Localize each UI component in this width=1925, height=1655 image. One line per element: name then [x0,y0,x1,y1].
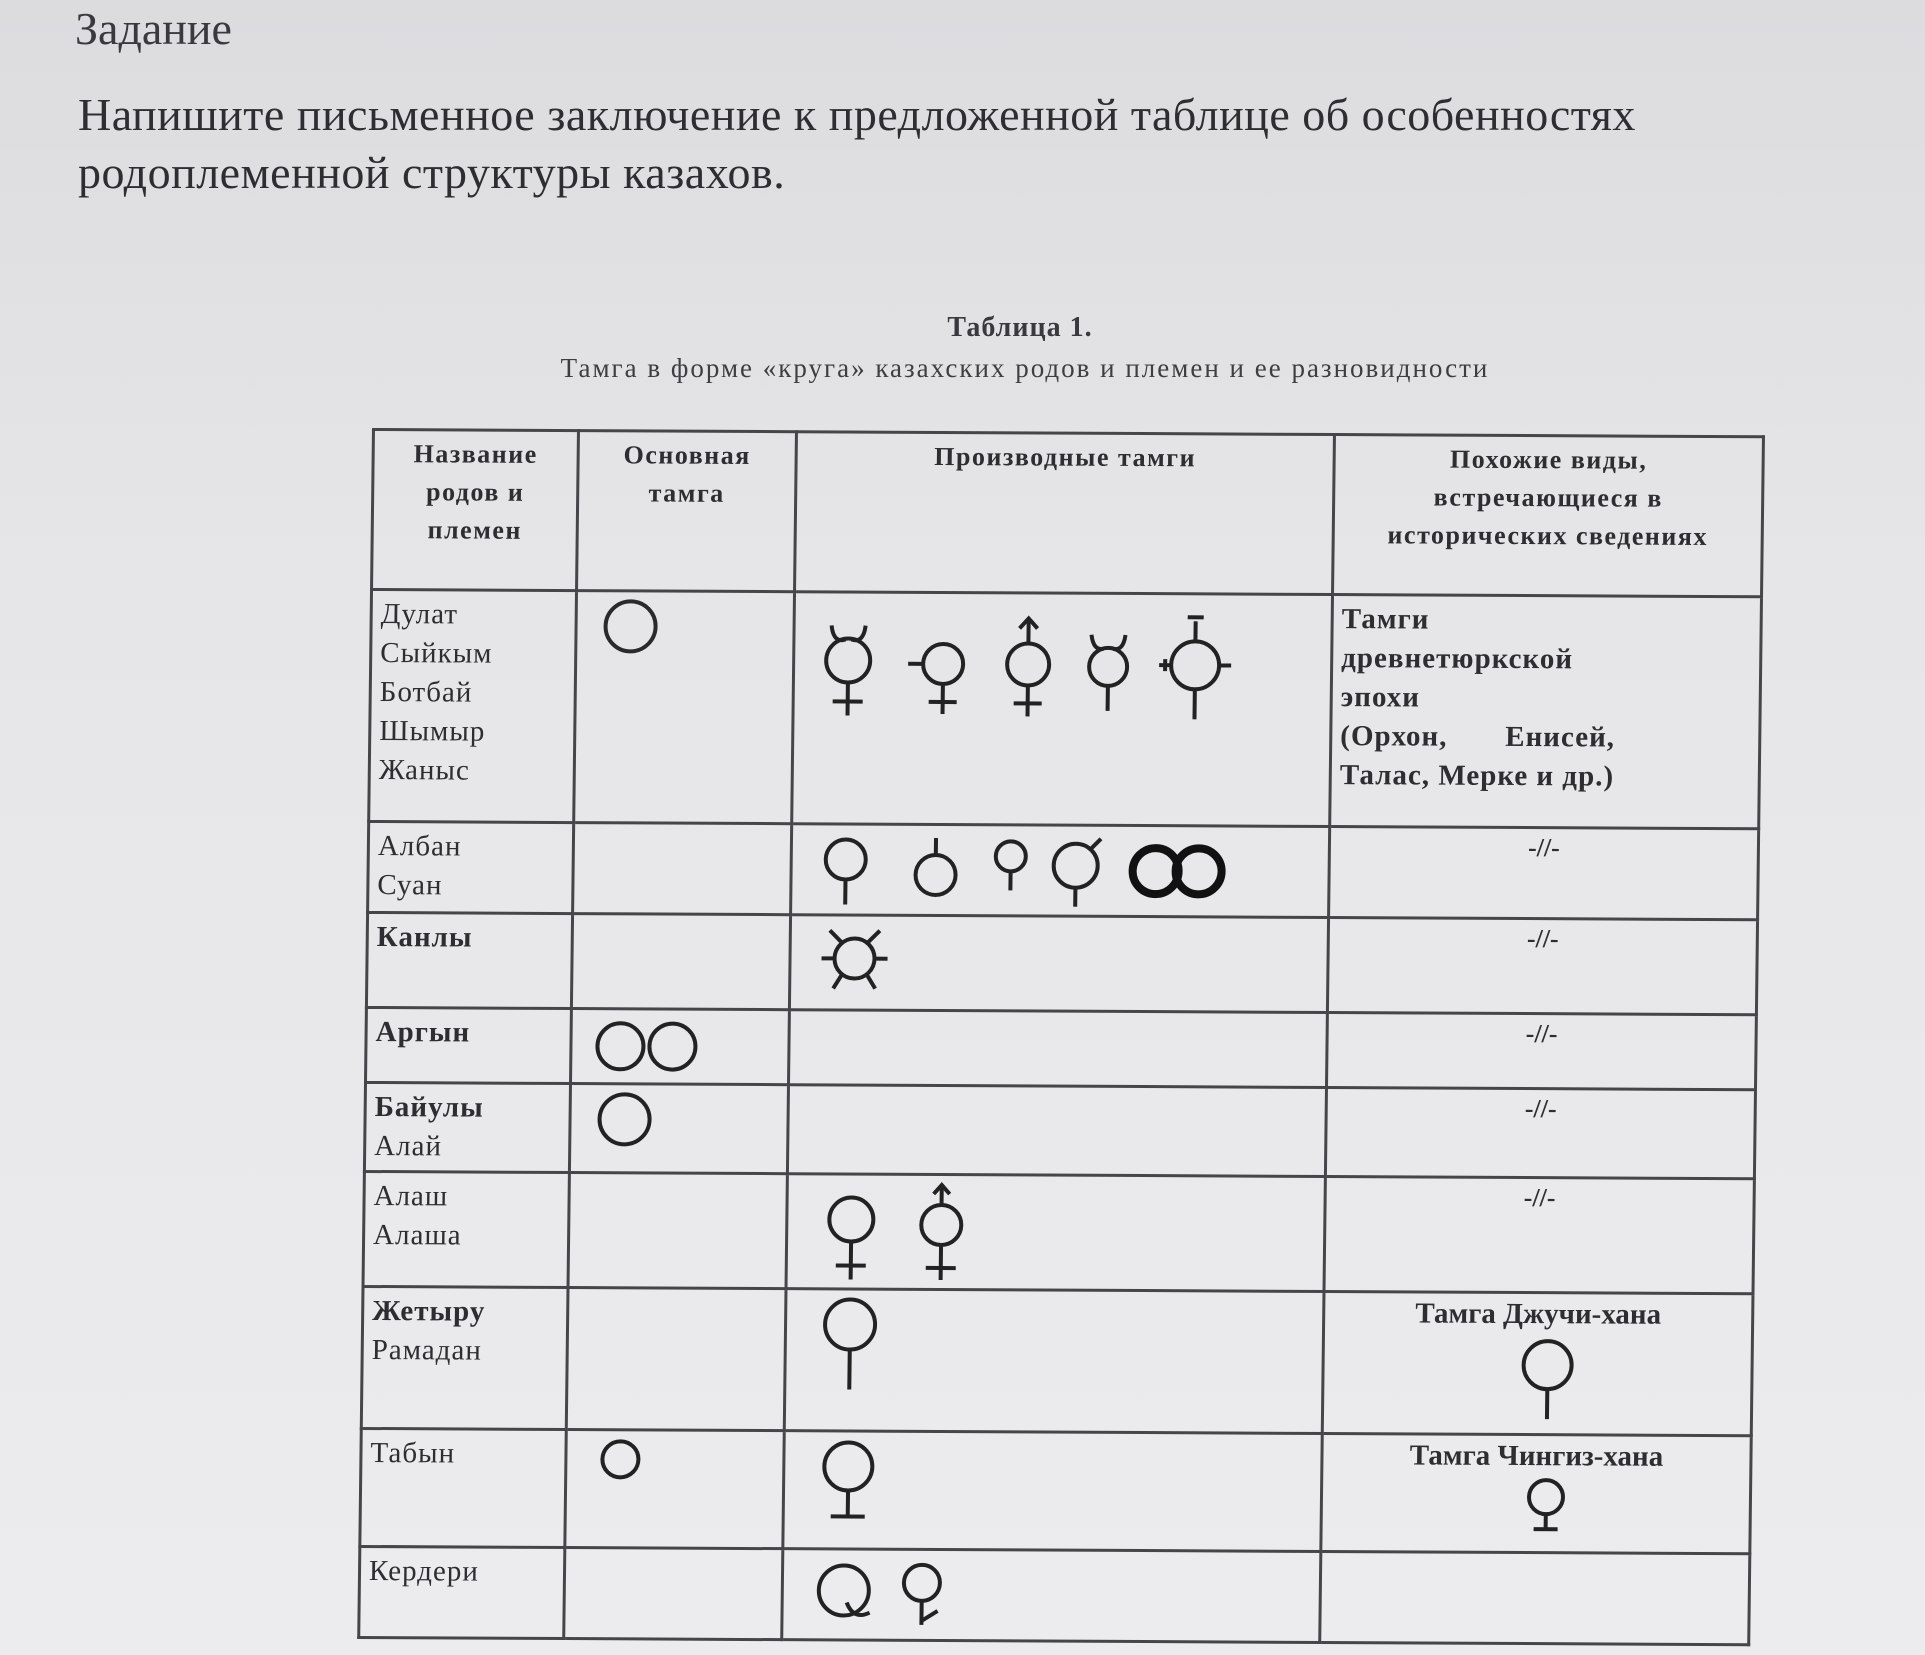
table-row [361,1286,1753,1435]
derived-tamga-icon [794,1294,995,1395]
chinggis-khan-tamga-icon [1496,1475,1597,1536]
derived-tamgas-cell [782,1549,1321,1643]
derived-tamgas-cell [783,1431,1322,1552]
circle-tamga-icon [579,1089,780,1154]
derived-tamgas-cell [791,824,1330,918]
table-header-row [372,430,1764,597]
clan-name: Ботбай [379,676,473,709]
historical-text: древнетюркской [1341,642,1574,676]
clan-names-cell [360,1428,566,1547]
header-main-tamga: Основная тамга [577,431,797,592]
derived-tamgas-cell [788,1010,1327,1088]
juchi-khan-tamga-icon [1497,1337,1598,1422]
clan-name: Рамадан [371,1334,483,1367]
main-tamga-cell [571,1009,790,1085]
main-tamga-cell [569,1084,788,1174]
clan-names-cell [368,821,574,913]
historical-cell: -//- [1327,918,1757,1015]
task-instruction: Напишите письменное заключение к предложенной таблице об особенностях родоплеменной структуры казахов. [78,89,1636,198]
historical-cell: -//- [1325,1088,1755,1179]
historical-text: Талас, Мерке и др.) [1339,759,1615,793]
clan-names-cell [359,1546,565,1638]
clan-names-cell [369,589,577,822]
clan-names-cell [363,1171,569,1287]
historical-cell: -//- [1326,1013,1756,1090]
historical-cell: -//- [1329,827,1759,920]
clan-name: Албан [377,830,462,863]
derived-tamgas-icon [796,1179,1097,1285]
table-row [369,589,1762,828]
historical-cell [1322,1291,1753,1435]
main-tamga-cell [571,914,790,1010]
clan-name: Шымыр [379,715,486,748]
double-circle-tamga-icon [580,1014,781,1079]
historical-cell [1321,1433,1751,1553]
table-row [366,912,1757,1014]
derived-tamgas-cell [786,1174,1325,1292]
clan-name: Суан [377,869,443,902]
clan-name: Канлы [376,921,473,954]
derived-tamga-icon [793,1436,994,1533]
main-tamga-cell [566,1288,786,1431]
clan-name: Алаша [372,1219,462,1252]
main-tamga-cell [565,1430,784,1549]
header-derived-tamgas: Производные тамги [795,432,1335,595]
clan-name: Алай [374,1130,443,1163]
header-historical-types: Похожие виды, встречающиеся в исторических сведениях [1333,435,1764,597]
derived-tamgas-cell [792,592,1333,827]
historical-text: Тамга Джучи-хана [1415,1297,1662,1331]
main-tamga-cell [574,591,795,824]
historical-cell: -//- [1324,1177,1754,1294]
table-row [360,1428,1751,1553]
historical-cell [1320,1551,1750,1644]
derived-tamgas-cell [789,915,1328,1013]
derived-tamgas-icon [791,1554,1012,1635]
derived-tamgas-cell [787,1085,1326,1177]
clan-name: Табын [370,1437,456,1470]
clan-names-cell [366,1007,572,1083]
tamga-table [357,428,1765,1646]
circle-tamga-icon [585,596,786,677]
task-heading: Задание [75,3,232,54]
clan-name: Дулат [380,598,459,631]
historical-text: Тамги [1341,603,1430,636]
historical-text: Тамга Чингиз-хана [1409,1439,1664,1473]
clan-name: Жаныс [378,754,471,787]
clan-name: Жетыру [372,1295,486,1328]
table-subtitle: Тамга в форме «круга» казахских родов и племен и ее разновидности [560,353,1490,383]
derived-tamgas-icon [800,829,1321,912]
clan-name: Аргын [375,1016,471,1049]
clan-names-cell [361,1286,568,1429]
main-tamga-cell [573,823,792,915]
sun-tamga-icon [799,920,1000,1005]
clan-names-cell [366,912,572,1008]
table-row [363,1171,1754,1293]
clan-name: Байулы [374,1091,484,1124]
clan-name: Алаш [373,1180,449,1213]
table-row [366,1007,1757,1089]
historical-cell [1330,595,1762,829]
table-row [368,821,1759,919]
clan-name: Сыйкым [380,637,493,670]
clan-name: Кердери [368,1555,480,1588]
header-clan-names: Название родов и племен [372,430,579,591]
historical-text: (Орхон, Енисей, [1340,720,1616,754]
table-title: Таблица 1. [947,312,1093,343]
main-tamga-cell [564,1548,783,1640]
historical-text: эпохи [1340,681,1421,714]
table-row [359,1546,1750,1644]
derived-tamgas-icon [802,605,1323,728]
small-circle-tamga-icon [575,1435,776,1496]
derived-tamgas-cell [784,1289,1324,1434]
clan-names-cell [364,1082,570,1172]
main-tamga-cell [568,1173,787,1289]
table-row [364,1082,1755,1178]
